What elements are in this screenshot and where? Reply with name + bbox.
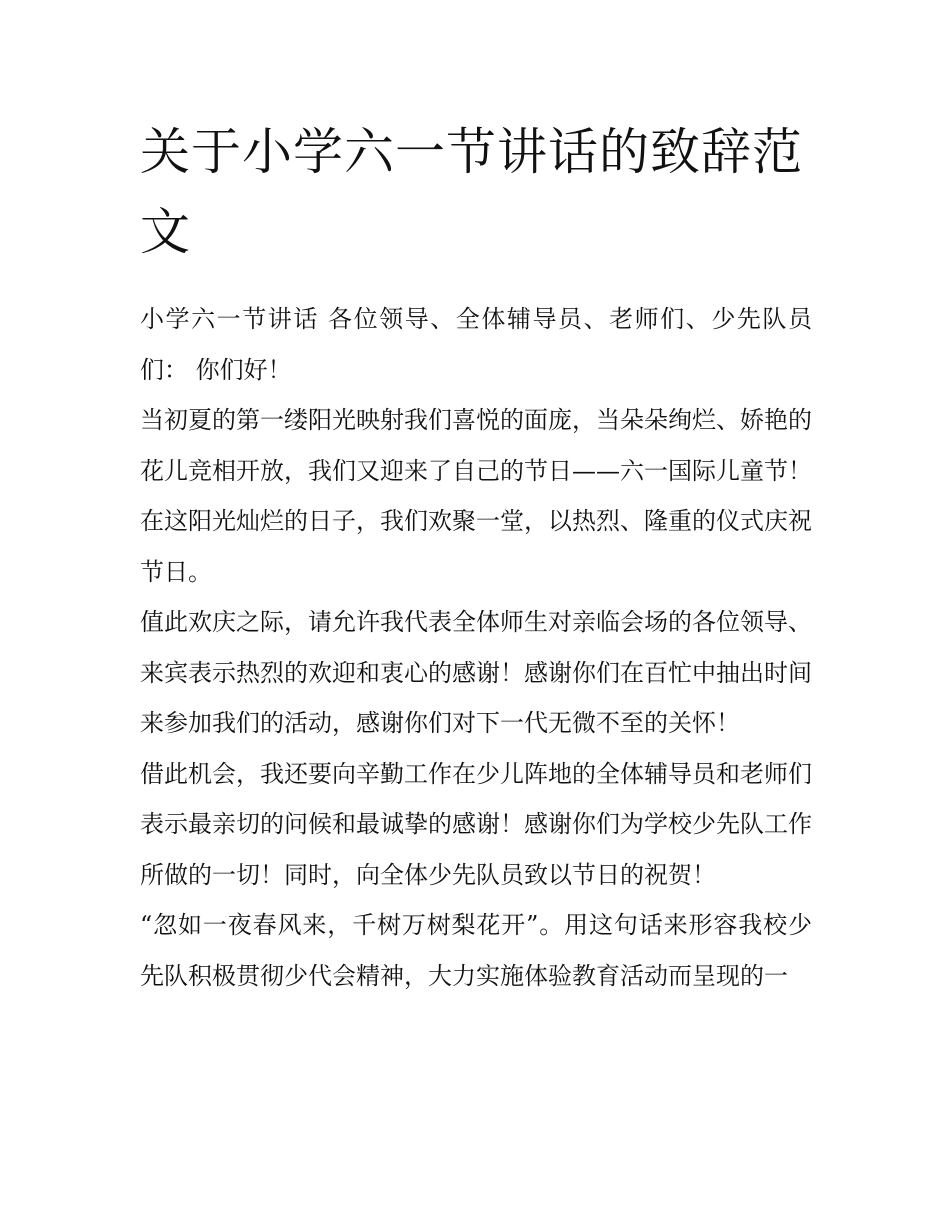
paragraph-celebration: 在这阳光灿烂的日子，我们欢聚一堂，以热烈、隆重的仪式庆祝节日。 [140, 507, 812, 586]
paragraph-early-summer: 当初夏的第一缕阳光映射我们喜悦的面庞，当朵朵绚烂、娇艳的花儿竞相开放，我们又迎来了自己的节日——六一国际儿童节！ [140, 406, 812, 485]
paragraph-welcome-leaders: 值此欢庆之际，请允许我代表全体师生对亲临会场的各位领导、来宾表示热烈的欢迎和衷心的感谢！感谢你们在百忙中抽出时间来参加我们的活动，感谢你们对下一代无微不至的关怀！ [140, 608, 812, 737]
paragraph-thanks-teachers: 借此机会，我还要向辛勤工作在少儿阵地的全体辅导员和老师们表示最亲切的问候和最诚挚的感谢！感谢你们为学校少先队工作所做的一切！同时，向全体少先队员致以节日的祝贺！ [140, 759, 812, 889]
document-title: 关于小学六一节讲话的致辞范文 [140, 123, 803, 261]
paragraph-spring-breeze: “忽如一夜春风来，千树万树梨花开”。用这句话来形容我校少先队积极贯彻少代会精神，大力实施体验教育活动而呈现的一 [140, 911, 812, 990]
document-page [140, 112, 812, 1001]
paragraph-greeting: 小学六一节讲话 各位领导、全体辅导员、老师们、少先队员们： 你们好！ [140, 305, 812, 384]
